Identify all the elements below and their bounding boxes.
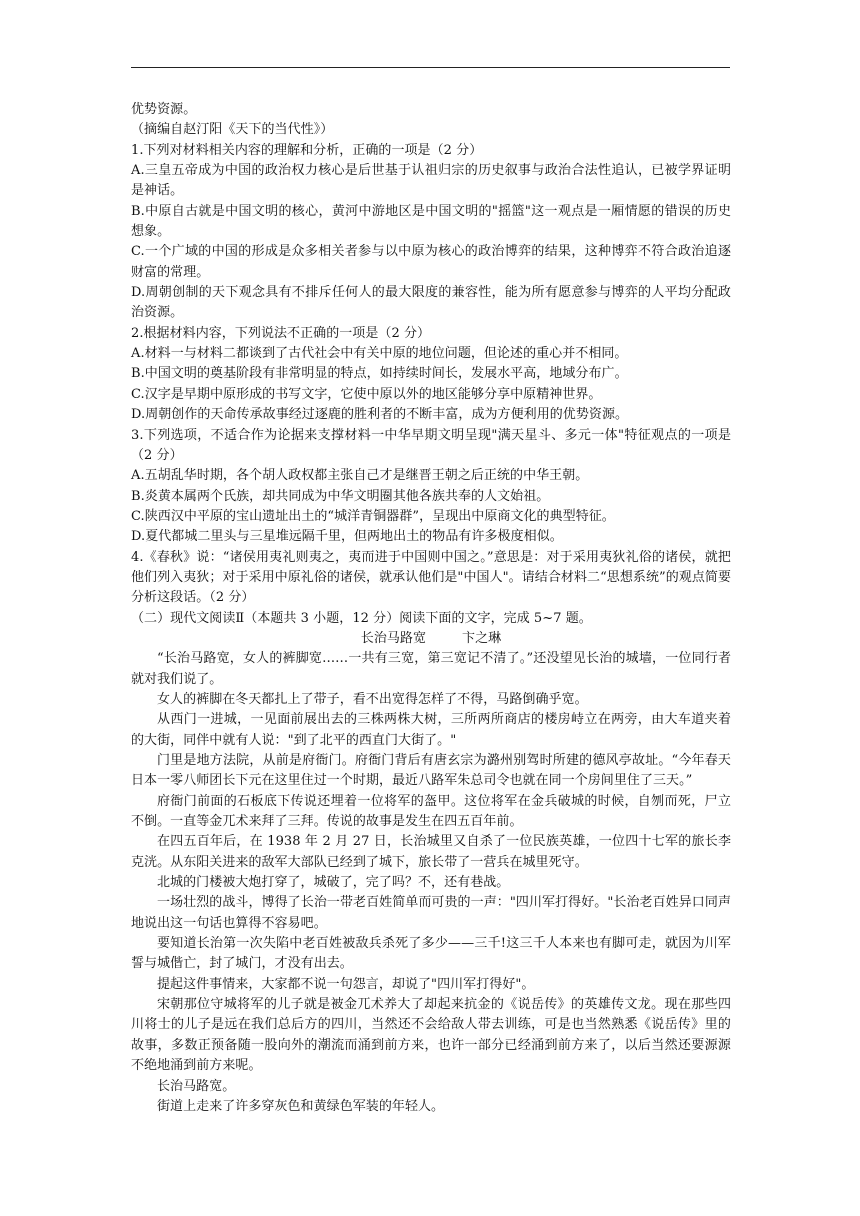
question-3-option-b: B.炎黄本属两个氏族，却共同成为中华文明圈其他各族共奉的人文始祖。 — [131, 488, 550, 504]
section-heading: （二）现代文阅读Ⅱ（本题共 3 小题，12 分）阅读下面的文字，完成 5~7 题。 — [131, 610, 592, 626]
question-2-option-a: A.材料一与材料二都谈到了古代社会中有关中原的地位问题，但论述的重心并不相同。 — [131, 346, 628, 362]
article-paragraph: 一场壮烈的战斗，博得了长治一带老百姓简单而可贵的一声："四川军打得好。"长治老百姓异口同声地说出这一句话也算得不容易吧。 — [131, 895, 731, 931]
article-paragraph: 府衙门前面的石板底下传说还埋着一位将军的盔甲。这位将军在金兵破城的时候，自刎而死，尸立不倒。一直等金兀术来拜了三拜。传说的故事是发生在四五百年前。 — [131, 793, 731, 830]
continued-text: 优势资源。 — [131, 102, 197, 117]
question-4: 4.《春秋》说：“诸侯用夷礼则夷之，夷而进于中国则中国之。”意思是：对于采用夷狄礼俗的诸侯，就把他们列入夷狄；对于采用中原礼俗的诸侯，就承认他们是"中国人"。请结合材料二“思想系统”的观点简要分析这段话。（2 分） — [131, 549, 731, 606]
question-1-stem: 1.下列对材料相关内容的理解和分析，正确的一项是（2 分） — [131, 142, 483, 158]
question-2-stem: 2.根据材料内容，下列说法不正确的一项是（2 分） — [131, 325, 431, 341]
question-3-option-a: A.五胡乱华时期，各个胡人政权都主张自己才是继晋王朝之后正统的中华王朝。 — [131, 468, 589, 484]
article-paragraph: 女人的裤脚在冬天都扎上了带子，看不出宽得怎样了不得，马路倒确乎宽。 — [157, 691, 588, 707]
question-2-option-c: C.汉字是早期中原形成的书写文字，它使中原以外的地区能够分享中原精神世界。 — [131, 386, 602, 402]
article-paragraph: 提起这件事情来，大家都不说一句怨言，却说了"四川军打得好"。 — [157, 976, 535, 992]
question-1-option-a: A.三皇五帝成为中国的政治权力核心是后世基于认祖归宗的历史叙事与政治合法性追认，已被学界证明是神话。 — [131, 163, 731, 199]
article-title-line — [131, 629, 731, 649]
question-1-option-c: C.一个广域的中国的形成是众多相关者参与以中原为核心的政治博弈的结果，这种博弈不符合政治追逐财富的常理。 — [131, 244, 731, 280]
question-3-option-d: D.夏代都城二里头与三星堆远隔千里，但两地出土的物品有许多极度相似。 — [131, 529, 563, 545]
question-3-option-c: C.陕西汉中平原的宝山遗址出土的“城洋青铜器群”，呈现出中原商文化的典型特征。 — [131, 508, 615, 524]
document-body — [131, 100, 731, 1117]
question-1-option-d: D.周朝创制的天下观念具有不排斥任何人的最大限度的兼容性，能为所有愿意参与博弈的人平均分配政治资源。 — [131, 285, 731, 321]
article-paragraph: 宋朝那位守城将军的儿子就是被金兀术养大了却起来抗金的《说岳传》的英雄传文龙。现在那些四川将士的儿子是远在我们总后方的四川，当然还不会给敌人带去训练，可是也当然熟悉《说岳传》里的故事，多数正预备随一股向外的潮流而涌到前方来，也许一部分已经涌到前方来了，以后当然还要源源不绝地涌到前方来呢。 — [131, 997, 731, 1074]
article-title: 长治马路宽 — [360, 630, 427, 646]
article-author: 卞之琳 — [462, 630, 502, 646]
article-paragraph: 北城的门楼被大炮打穿了，城破了，完了吗？不，还有巷战。 — [157, 875, 510, 891]
question-3-stem: 3.下列选项，不适合作为论据来支撑材料一中华早期文明呈现"满天星斗、多元一体"特征观点的一项是（2 分） — [131, 427, 731, 463]
article-paragraph: 长治马路宽。 — [157, 1078, 236, 1094]
article-paragraph: 街道上走来了许多穿灰色和黄绿色军装的年轻人。 — [157, 1098, 445, 1114]
article-paragraph: 门里是地方法院，从前是府衙门。府衙门背后有唐玄宗为潞州别驾时所建的德风亭故址。“今年春天日本一零八师团长下元在这里住过一个时期，最近八路军朱总司令也就在同一个房间里住了三天。” — [131, 753, 731, 789]
article-paragraph: 在四五百年后，在 1938 年 2 月 27 日，长治城里又自杀了一位民族英雄，一位四十七军的旅长李克洸。从东阳关进来的敌军大部队已经到了城下，旅长带了一营兵在城里死守。 — [131, 834, 731, 870]
question-1-option-b: B.中原自古就是中国文明的核心，黄河中游地区是中国文明的"摇篮"这一观点是一厢情愿的错误的历史想象。 — [131, 203, 731, 240]
question-2-option-b: B.中国文明的奠基阶段有非常明显的特点，如持续时间长，发展水平高，地域分布广。 — [131, 366, 628, 382]
article-paragraph: “长治马路宽，女人的裤脚宽……一共有三宽，第三宽记不清了。”还没望见长治的城墙，一位同行者就对我们说了。 — [131, 651, 731, 687]
question-2-option-d: D.周朝创作的天命传承故事经过逐鹿的胜利者的不断丰富，成为方便利用的优势资源。 — [131, 407, 629, 423]
header-rule — [131, 67, 730, 68]
article-paragraph: 从西门一进城，一见面前展出去的三株两株大树，三所两所商店的楼房峙立在两旁，由大车道夹着的大街，同伴中就有人说："到了北平的西直门大街了。" — [131, 712, 731, 748]
article-paragraph: 要知道长治第一次失陷中老百姓被敌兵杀死了多少——三千!这三千人本来也有脚可走，就因为川军誓与城偕亡，封了城门，才没有出去。 — [131, 936, 731, 972]
source-citation: （摘编自赵汀阳《天下的当代性》） — [131, 122, 334, 138]
